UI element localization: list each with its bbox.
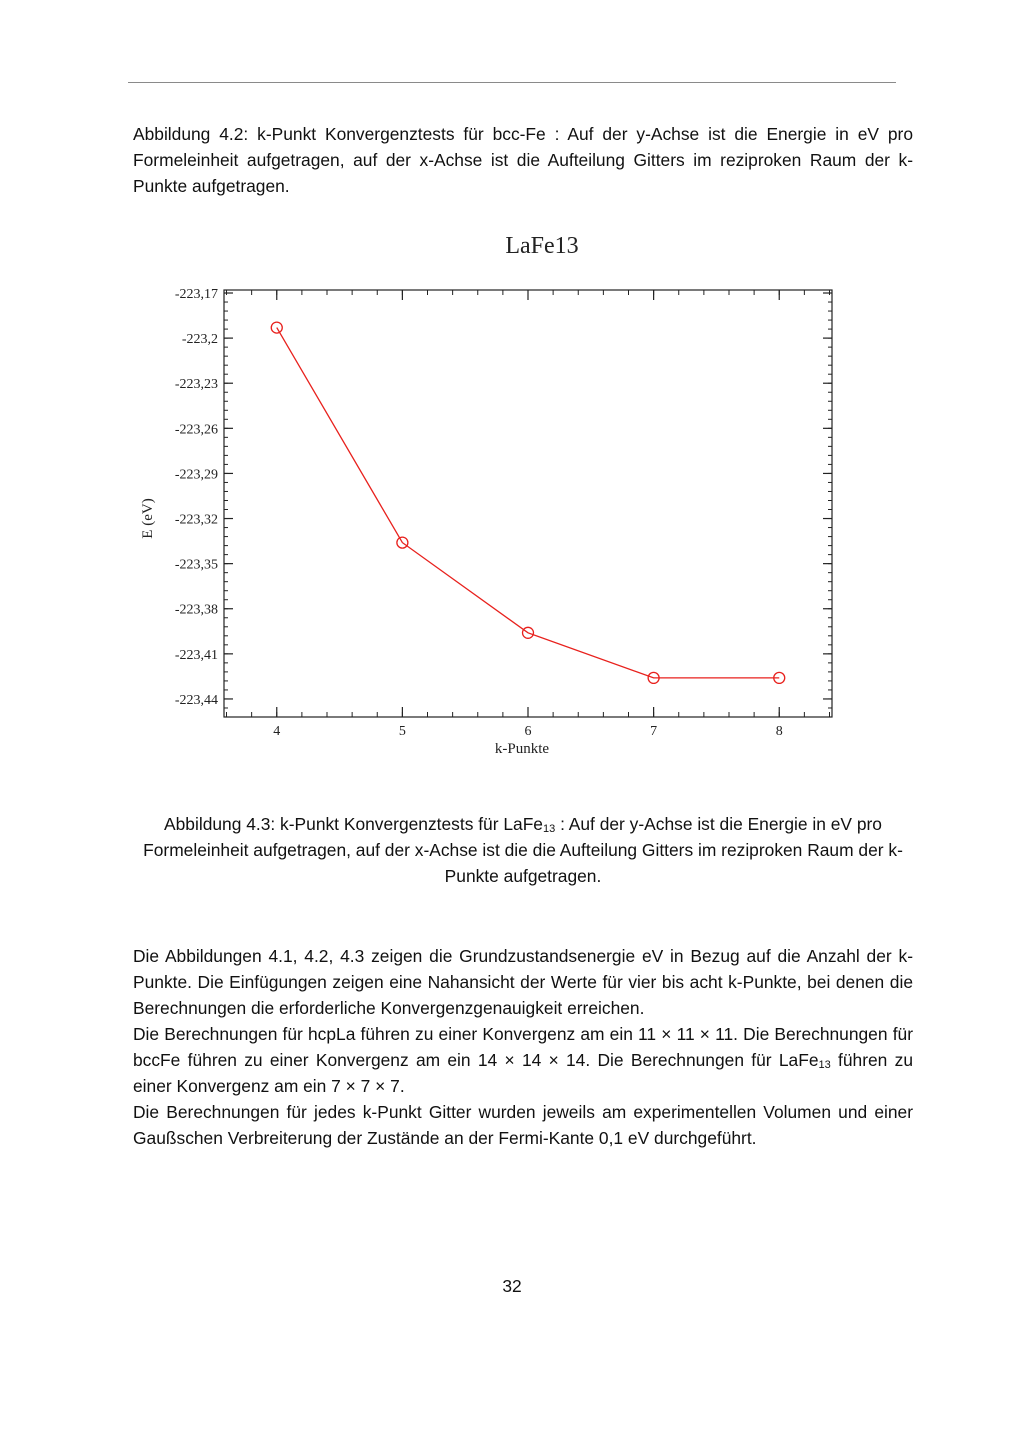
x-tick-label: 7 xyxy=(650,724,658,739)
y-tick-label: -223,23 xyxy=(174,377,218,393)
y-tick-label: -223,41 xyxy=(174,647,218,663)
body-paragraph-2-end: führen zu einer Konvergenz am ein 7 × 7 × 7. xyxy=(133,1050,913,1096)
y-tick-label: -223,35 xyxy=(174,557,218,573)
header-rule xyxy=(128,82,896,83)
y-axis-label: E (eV) xyxy=(140,498,156,539)
chart-svg xyxy=(130,225,850,770)
y-tick-label: -223,32 xyxy=(174,512,218,528)
body-paragraph-3: Die Berechnungen für jedes k-Punkt Gitter wurden jeweils am experimentellen Volumen und einer Gaußschen Verbreiterung der Zustände an der Fermi-Kante 0,1 eV durchgeführt. xyxy=(133,1102,913,1148)
x-tick-label: 8 xyxy=(775,724,783,739)
figure-4-3-caption-subscript: 13 xyxy=(542,823,556,835)
x-tick-label: 5 xyxy=(398,724,406,739)
figure-4-3-caption-part2: : Auf der y-Achse ist die Energie in eV pro Formeleinheit aufgetragen, auf der x-Achse ist die die Aufteilung Gitters im reziproken Raum der k-Punkte aufgetragen. xyxy=(143,814,903,886)
x-axis-label: k-Punkte xyxy=(494,741,550,757)
chart-lafe13 xyxy=(130,225,850,770)
y-tick-label: -223,29 xyxy=(174,467,218,483)
body-paragraph-2-text: Die Berechnungen für hcpLa führen zu einer Konvergenz am ein 11 × 11 × 11. Die Berechnungen für bccFe führen zu einer Konvergenz am ein 14 × 14 × 14. Die Berechnungen für LaFe xyxy=(133,1024,913,1070)
x-tick-label: 6 xyxy=(524,724,532,739)
figure-4-2-caption: Abbildung 4.2: k-Punkt Konvergenztests für bcc-Fe : Auf der y-Achse ist die Energie in eV pro Formeleinheit aufgetragen, auf der x-Achse ist die Aufteilung Gitters im reziproken Raum der k-Punkte aufgetragen. xyxy=(133,124,913,196)
figure-4-3-caption-part1: Abbildung 4.3: k-Punkt Konvergenztests für LaFe xyxy=(164,814,543,834)
y-tick-label: -223,17 xyxy=(174,287,218,303)
page-number: 32 xyxy=(502,1276,522,1296)
body-paragraph-1: Die Abbildungen 4.1, 4.2, 4.3 zeigen die Grundzustandsenergie eV in Bezug auf die Anzahl der k-Punkte. Die Einfügungen zeigen eine Nahansicht der Werte für vier bis acht k-Punkte, bei denen die Berechnungen die erforderliche Konvergenzgenauigkeit erreichen. xyxy=(133,946,913,1018)
y-tick-label: -223,38 xyxy=(174,602,218,618)
series-line xyxy=(277,328,779,678)
data-point xyxy=(271,322,282,333)
y-tick-label: -223,26 xyxy=(174,422,218,438)
figure-4-3-caption xyxy=(133,811,913,889)
y-tick-label: -223,44 xyxy=(174,692,218,708)
chart-title: LaFe13 xyxy=(505,233,579,259)
body-text xyxy=(133,943,913,1151)
y-tick-label: -223,2 xyxy=(181,332,218,348)
plot-frame xyxy=(224,290,832,717)
body-paragraph-2-subscript: 13 xyxy=(818,1059,831,1071)
x-tick-label: 4 xyxy=(273,724,281,739)
body-paragraph-2 xyxy=(133,1021,913,1099)
